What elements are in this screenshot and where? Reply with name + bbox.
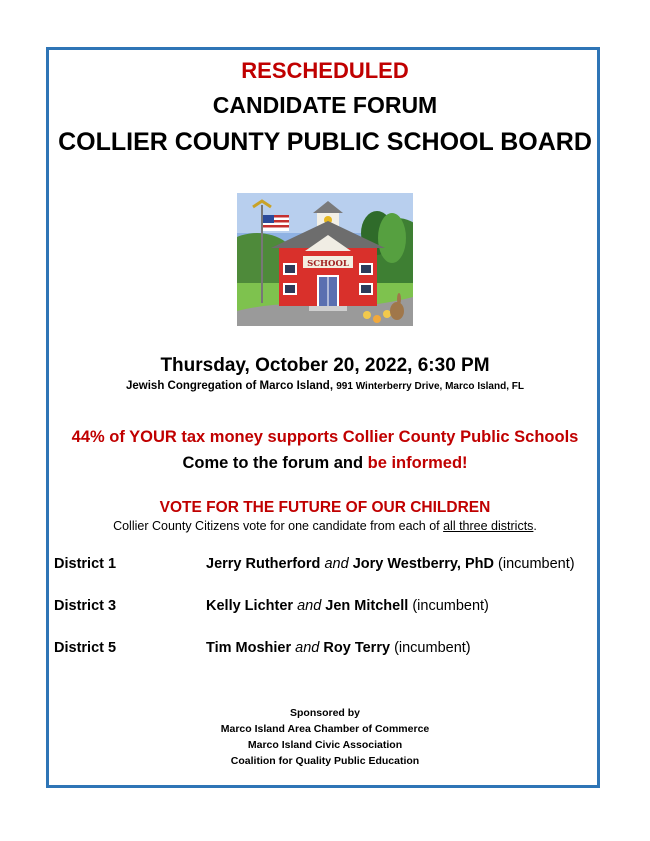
- district-name: District 1: [54, 556, 117, 572]
- venue-address: 991 Winterberry Drive, Marco Island, FL: [336, 381, 524, 392]
- district-row: [54, 640, 614, 660]
- district-candidates: [206, 598, 489, 614]
- event-venue: [0, 380, 650, 392]
- incumbent-note: (incumbent): [394, 640, 471, 656]
- sponsor-name: Marco Island Civic Association: [247, 739, 403, 751]
- vote-instruction-prefix: Collier County Citizens vote for one candidate from each of: [113, 519, 444, 533]
- vote-instruction: [0, 519, 650, 533]
- schoolhouse-illustration: [237, 193, 413, 326]
- vote-instruction-underlined: all three districts: [443, 519, 534, 533]
- page-border: [46, 47, 600, 788]
- sponsor-name: Coalition for Quality Public Education: [230, 755, 420, 767]
- candidate-name: Jen Mitchell: [325, 598, 409, 614]
- district-candidates: [206, 640, 471, 656]
- event-date: Thursday, October 20, 2022, 6:30 PM: [160, 355, 490, 376]
- district-row: [54, 556, 614, 576]
- candidate-joiner: and: [297, 598, 322, 614]
- candidate-joiner: and: [295, 640, 320, 656]
- call-to-action-prefix: Come to the forum and: [182, 454, 368, 472]
- sponsor-name: Marco Island Area Chamber of Commerce: [220, 723, 430, 735]
- school-board-title: COLLIER COUNTY PUBLIC SCHOOL BOARD: [58, 128, 592, 156]
- venue-name: Jewish Congregation of Marco Island,: [126, 380, 334, 392]
- candidate-name: Kelly Lichter: [206, 598, 294, 614]
- forum-title: CANDIDATE FORUM: [212, 92, 438, 118]
- district-candidates: [206, 556, 575, 572]
- candidate-name: Jory Westberry, PhD: [352, 556, 494, 572]
- candidate-joiner: and: [324, 556, 349, 572]
- sponsored-by-label: Sponsored by: [289, 707, 360, 719]
- candidate-name: Tim Moshier: [206, 640, 292, 656]
- vote-heading: VOTE FOR THE FUTURE OF OUR CHILDREN: [159, 499, 491, 516]
- incumbent-note: (incumbent): [498, 556, 575, 572]
- candidate-name: Jerry Rutherford: [206, 556, 321, 572]
- vote-instruction-suffix: .: [533, 519, 537, 533]
- incumbent-note: (incumbent): [412, 598, 489, 614]
- call-to-action-emphasis: be informed!: [367, 454, 468, 472]
- rescheduled-banner: RESCHEDULED: [241, 58, 409, 83]
- district-name: District 5: [54, 640, 117, 656]
- district-name: District 3: [54, 598, 117, 614]
- tax-statement: 44% of YOUR tax money supports Collier County Public Schools: [71, 428, 579, 446]
- district-row: [54, 598, 614, 618]
- school-sign: SCHOOL: [307, 259, 349, 269]
- candidate-name: Roy Terry: [323, 640, 391, 656]
- call-to-action: [0, 454, 650, 473]
